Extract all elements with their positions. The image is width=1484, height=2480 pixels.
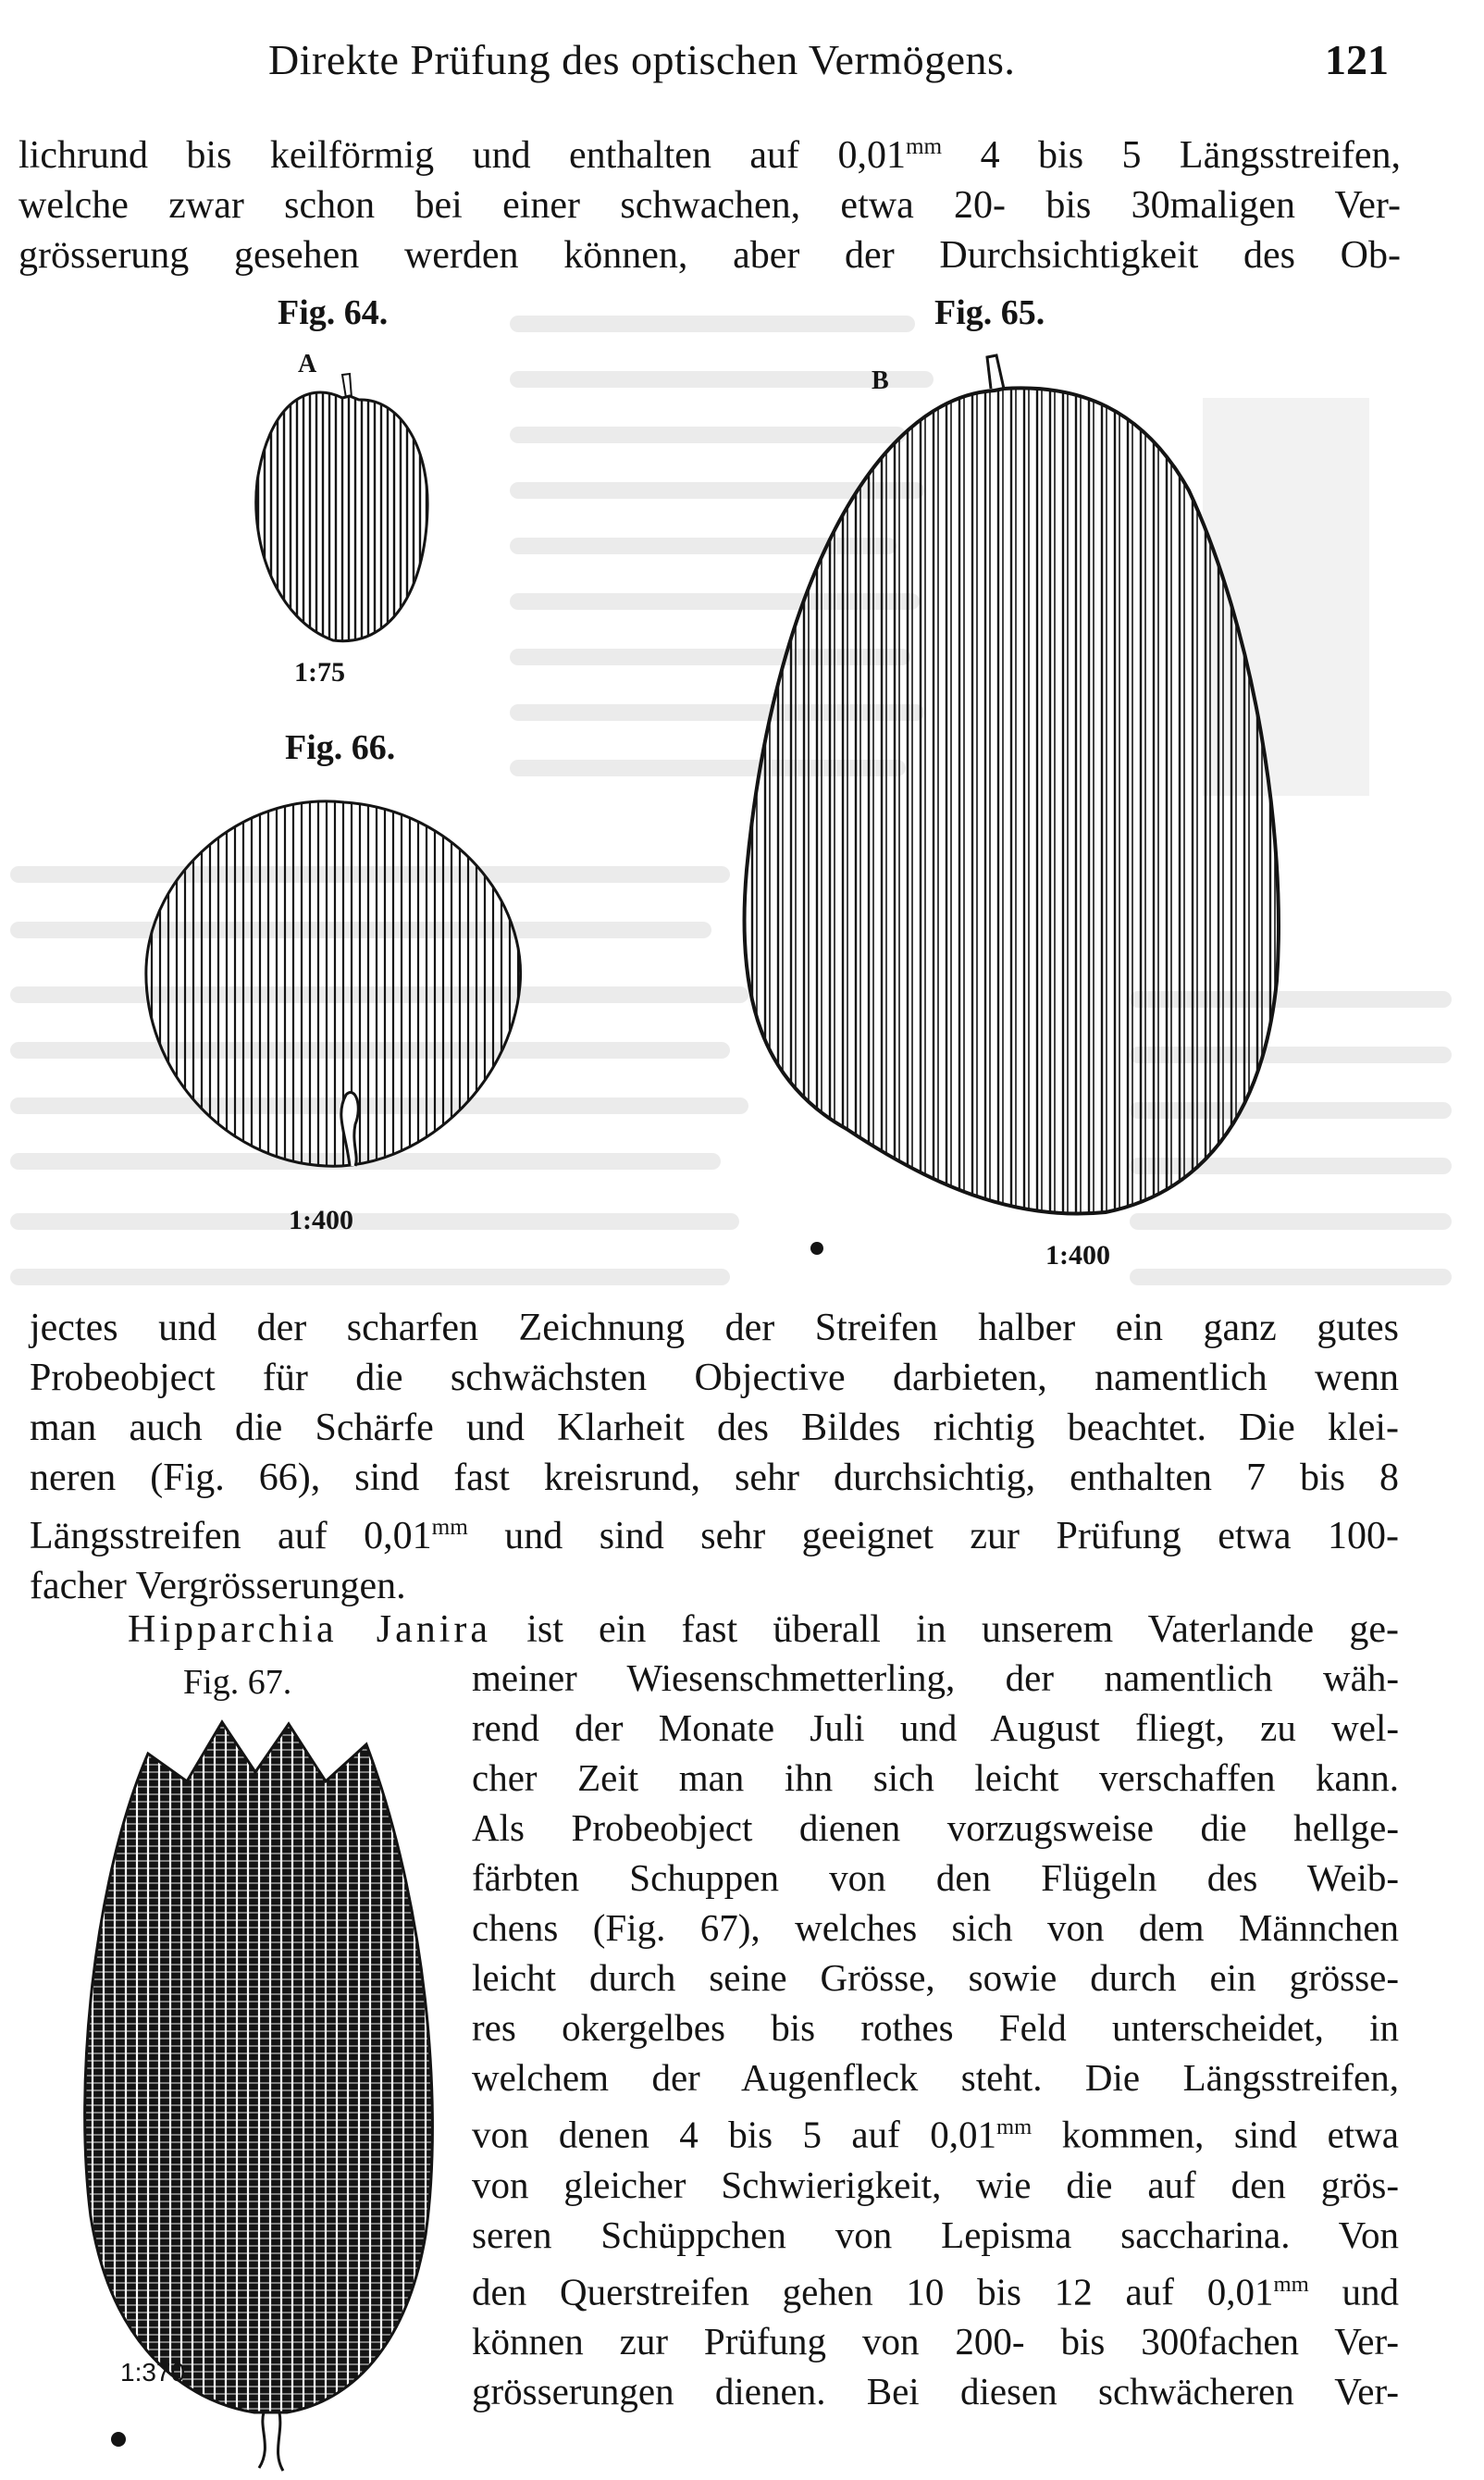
ink-dot xyxy=(810,1242,823,1255)
text-line: leicht durch seine Grösse, sowie durch ein grösse- xyxy=(472,1956,1399,1999)
fig66-scale: 1:400 xyxy=(289,1205,353,1235)
unit-superscript: mm xyxy=(996,2114,1033,2139)
fig64-caption: Fig. 64. xyxy=(278,293,389,332)
text-line: grösserungen dienen. Bei diesen schwächeren Ver- xyxy=(472,2370,1399,2413)
text-line: man auch die Schärfe und Klarheit des Bildes richtig beachtet. Die klei- xyxy=(30,1407,1399,1449)
fig65-caption: Fig. 65. xyxy=(934,293,1045,332)
text-line: seren Schüppchen von Lepisma saccharina. Von xyxy=(472,2213,1399,2256)
text-line: können zur Prüfung von 200- bis 300fachen Ver- xyxy=(472,2320,1399,2363)
text-line: welchem der Augenfleck steht. Die Längsstreifen, xyxy=(472,2056,1399,2099)
species-name: Hipparchia Janira xyxy=(128,1608,492,1651)
text-line: grösserung gesehen werden können, aber der Durchsichtigkeit des Ob- xyxy=(19,234,1401,277)
fig65-label: B xyxy=(872,366,889,395)
text-line: Probeobject für die schwächsten Objective darbieten, namentlich wenn xyxy=(30,1357,1399,1399)
text-line: von denen 4 bis 5 auf $0,01^{mm}$ kommen, sind etwa xyxy=(472,2113,1399,2156)
fig67-scale: 1:370 xyxy=(120,2358,186,2387)
text-line: neren (Fig. 66), sind fast kreisrund, sehr durchsichtig, enthalten 7 bis 8 xyxy=(30,1457,1399,1499)
text-line: von gleicher Schwierigkeit, wie die auf den grös- xyxy=(472,2163,1399,2206)
fig64-scale: 1:75 xyxy=(294,657,345,688)
paragraph-top xyxy=(19,122,1401,280)
text-line: welche zwar schon bei einer schwachen, etwa 20- bis 30maligen Ver- xyxy=(19,184,1401,227)
fig66-caption: Fig. 66. xyxy=(285,728,396,767)
paragraph-bottom-first-line xyxy=(128,1605,1399,1655)
first-line-rest: ist ein fast überall in unserem Vaterlande ge- xyxy=(526,1608,1399,1651)
paragraph-bottom xyxy=(472,1653,1399,2416)
fig64-scale-illustration xyxy=(250,370,435,648)
running-head-title: Direkte Prüfung des optischen Vermögens. xyxy=(268,36,1016,83)
ink-dot xyxy=(111,2432,126,2447)
text-line: cher Zeit man ihn sich leicht verschaffen kann. xyxy=(472,1756,1399,1799)
text-line: färbten Schuppen von den Flügeln des Weib- xyxy=(472,1856,1399,1899)
text-line: rend der Monate Juli und August fliegt, zu wel- xyxy=(472,1706,1399,1749)
fig65-scale-illustration xyxy=(736,352,1291,1240)
fig67-caption: Fig. 67. xyxy=(183,1663,292,1702)
text-line: lichrund bis keilförmig und enthalten auf $0,01^{mm}$ 4 bis 5 Längsstreifen, xyxy=(19,134,1401,177)
text-line: facher Vergrösserungen. xyxy=(30,1565,406,1607)
text-line: Längsstreifen auf $0,01^{mm}$ und sind sehr geeignet zur Prüfung etwa 100- xyxy=(30,1515,1399,1557)
text-line: den Querstreifen gehen 10 bis 12 auf $0,01^{mm}$ und xyxy=(472,2270,1399,2313)
page-number: 121 xyxy=(1325,36,1389,83)
text-line: res okergelbes bis rothes Feld unterscheidet, in xyxy=(472,2006,1399,2049)
fig65-scale: 1:400 xyxy=(1045,1240,1110,1271)
unit-superscript: mm xyxy=(1273,2271,1309,2297)
text-line xyxy=(128,1605,1399,1655)
text-line: Als Probeobject dienen vorzugsweise die hellge- xyxy=(472,1806,1399,1849)
paragraph-middle xyxy=(30,1303,1399,1611)
text-line: meiner Wiesenschmetterling, der namentlich wäh- xyxy=(472,1656,1399,1699)
unit-superscript: mm xyxy=(431,1515,468,1540)
fig66-scale-illustration xyxy=(141,791,529,1180)
unit-superscript: mm xyxy=(905,134,943,159)
fig64-label: A xyxy=(298,350,317,378)
text-line: jectes und der scharfen Zeichnung der Streifen halber ein ganz gutes xyxy=(30,1307,1399,1349)
text-line: chens (Fig. 67), welches sich von dem Männchen xyxy=(472,1906,1399,1949)
